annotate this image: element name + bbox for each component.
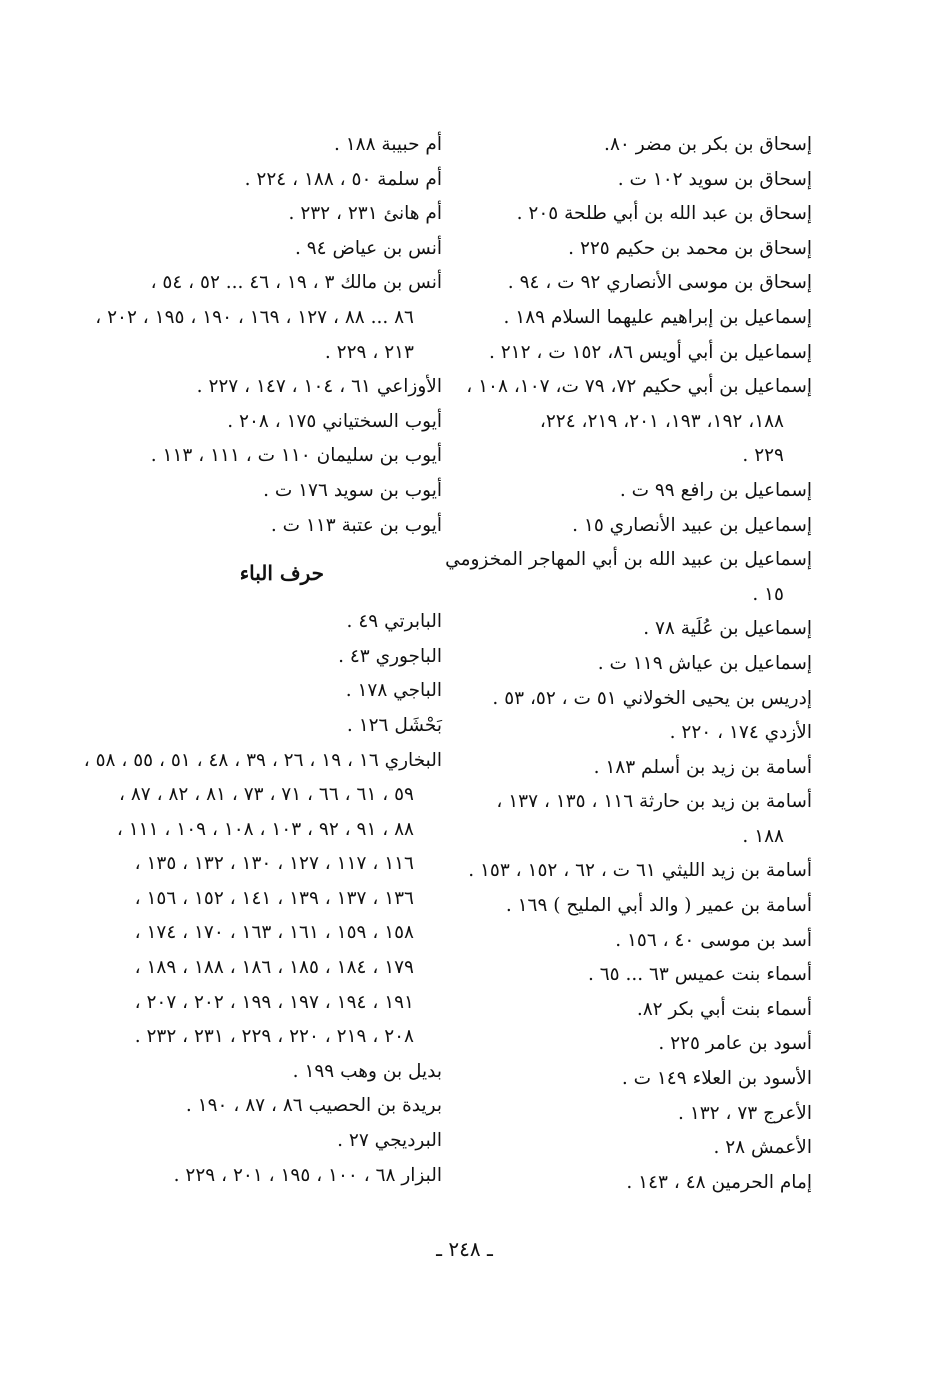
index-entry: ١٣٦ ، ١٣٧ ، ١٣٩ ، ١٤١ ، ١٥٢ ، ١٥٦ ، — [134, 887, 414, 909]
index-entry: البزار ٦٨ ، ١٠٠ ، ١٩٥ ، ٢٠١ ، ٢٢٩ . — [173, 1164, 442, 1186]
index-entry: الأعرج ٧٣ ، ١٣٢ . — [678, 1102, 812, 1124]
index-entry: إسحاق بن سويد ١٠٢ ت . — [617, 168, 812, 190]
index-entry: أم هانئ ٢٣١ ، ٢٣٢ . — [288, 203, 442, 225]
index-entry: إسحاق بن عبد الله بن أبي طلحة ٢٠٥ . — [516, 203, 812, 225]
index-column-left — [83, 128, 442, 1193]
index-entry: أسامة بن زيد الليثي ٦١ ت ، ٦٢ ، ١٥٢ ، ١٥٣ . — [468, 860, 812, 882]
index-entry: البابرتي ٤٩ . — [346, 611, 442, 633]
index-entry: أسود بن عامر ٢٢٥ . — [658, 1033, 812, 1055]
index-entry: إسحاق بن بكر بن مضر ٨٠. — [604, 134, 812, 155]
index-entry: ٥٩ ، ٦١ ، ٦٦ ، ٧١ ، ٧٣ ، ٨١ ، ٨٢ ، ٨٧ ، — [119, 784, 414, 806]
index-entry: إسماعيل بن عبيد الأنصاري ١٥ . — [572, 514, 812, 536]
index-entry: الباجي ١٧٨ . — [345, 680, 442, 702]
index-entry: البرديجي ٢٧ . — [337, 1130, 442, 1152]
index-entry: ١٥ . — [752, 583, 784, 605]
index-entry: الأوزاعي ٦١ ، ١٠٤ ، ١٤٧ ، ٢٢٧ . — [196, 376, 442, 398]
index-entry: ٨٦ ... ٨٨ ، ١٢٧ ، ١٦٩ ، ١٩٠ ، ١٩٥ ، ٢٠٢ ، — [95, 306, 414, 328]
index-entry: إسماعيل بن أبي أويس ٨٦، ١٥٢ ت ، ٢١٢ . — [488, 341, 812, 363]
index-entry: أيوب السختياني ١٧٥ ، ٢٠٨ . — [227, 410, 442, 432]
section-heading: حرف الباء — [239, 561, 324, 586]
index-entry: أيوب بن عتبة ١١٣ ت . — [270, 514, 442, 536]
index-entry: الأسود بن العلاء ١٤٩ ت . — [621, 1068, 812, 1090]
index-entry: الأزدي ١٧٤ ، ٢٢٠ . — [669, 722, 812, 744]
index-entry: ٢٠٨ ، ٢١٩ ، ٢٢٠ ، ٢٢٩ ، ٢٣١ ، ٢٣٢ . — [134, 1026, 414, 1048]
index-entry: أيوب بن سليمان ١١٠ ت ، ١١١ ، ١١٣ . — [150, 445, 442, 467]
index-entry: أسد بن موسى ٤٠ ، ١٥٦ . — [615, 929, 812, 951]
index-entry: الباجوري ٤٣ . — [338, 645, 442, 667]
index-entry: إسماعيل بن عياش ١١٩ ت . — [597, 652, 812, 674]
index-entry: أسامة بن زيد بن أسلم ١٨٣ . — [593, 756, 812, 778]
index-entry: ١٧٩ ، ١٨٤ ، ١٨٥ ، ١٨٦ ، ١٨٨ ، ١٨٩ ، — [134, 957, 414, 979]
index-entry: إسماعيل بن أبي حكيم ٧٢، ٧٩ ت، ١٠٧، ١٠٨ ، — [466, 376, 812, 398]
index-column-right — [445, 128, 812, 1200]
index-entry: إدريس بن يحيى الخولاني ٥١ ت ، ٥٢، ٥٣ . — [492, 687, 812, 709]
index-entry: ١٩١ ، ١٩٤ ، ١٩٧ ، ١٩٩ ، ٢٠٢ ، ٢٠٧ ، — [134, 991, 414, 1013]
index-entry: ٨٨ ، ٩١ ، ٩٢ ، ١٠٣ ، ١٠٨ ، ١٠٩ ، ١١١ ، — [116, 818, 414, 840]
index-entry: ١٨٨ . — [742, 825, 784, 847]
index-entry: إمام الحرمين ٤٨ ، ١٤٣ . — [626, 1171, 812, 1193]
index-entry: إسماعيل بن رافع ٩٩ ت . — [619, 479, 812, 501]
index-entry: أم سلمة ٥٠ ، ١٨٨ ، ٢٢٤ . — [244, 168, 442, 190]
index-entry: أسماء بنت أبي بكر ٨٢. — [636, 998, 812, 1020]
index-entry: ١٥٨ ، ١٥٩ ، ١٦١ ، ١٦٣ ، ١٧٠ ، ١٧٤ ، — [134, 922, 414, 944]
index-entry: أنس بن مالك ٣ ، ١٩ ، ٤٦ ... ٥٢ ، ٥٤ ، — [150, 272, 442, 294]
index-entry: إسحاق بن محمد بن حكيم ٢٢٥ . — [568, 237, 812, 259]
index-entry: إسماعيل بن عبيد الله بن أبي المهاجر المخزومي — [445, 549, 812, 571]
index-entry: ١٨٨، ١٩٢، ١٩٣، ٢٠١، ٢١٩، ٢٢٤، — [539, 410, 784, 432]
index-entry: الأعمش ٢٨ . — [713, 1137, 812, 1159]
index-entry: أسماء بنت عميس ٦٣ ... ٦٥ . — [587, 964, 812, 986]
index-entry: أسامة بن عمير ( والد أبي المليح ) ١٦٩ . — [505, 895, 812, 917]
page-number: ـ ٢٤٨ ـ — [436, 1237, 493, 1261]
index-entry: أسامة بن زيد بن حارثة ١١٦ ، ١٣٥ ، ١٣٧ ، — [496, 791, 812, 813]
index-entry: بديل بن وهب ١٩٩ . — [292, 1060, 442, 1082]
index-entry: بَحْشَل ١٢٦ . — [346, 714, 442, 736]
index-entry: بريدة بن الحصيب ٨٦ ، ٨٧ ، ١٩٠ . — [185, 1095, 442, 1117]
index-entry: إسماعيل بن إبراهيم عليهما السلام ١٨٩ . — [503, 306, 812, 328]
index-entry: أيوب بن سويد ١٧٦ ت . — [263, 479, 442, 501]
index-entry: إسماعيل بن عُلَية ٧٨ . — [643, 618, 812, 640]
index-entry: أم حبيبة ١٨٨ . — [333, 134, 442, 155]
index-entry: ٢١٣ ، ٢٢٩ . — [324, 341, 414, 363]
index-entry: البخاري ١٦ ، ١٩ ، ٢٦ ، ٣٩ ، ٤٨ ، ٥١ ، ٥٥ ، ٥٨ ، — [83, 749, 442, 771]
index-entry: أنس بن عياض ٩٤ . — [294, 237, 442, 259]
alif-entries — [95, 128, 442, 543]
index-entry: إسحاق بن موسى الأنصاري ٩٢ ت ، ٩٤ . — [507, 272, 812, 294]
index-entry: ٢٢٩ . — [742, 445, 784, 467]
index-entry: ١١٦ ، ١١٧ ، ١٢٧ ، ١٣٠ ، ١٣٢ ، ١٣٥ ، — [134, 853, 414, 875]
ba-entries — [83, 605, 442, 1193]
